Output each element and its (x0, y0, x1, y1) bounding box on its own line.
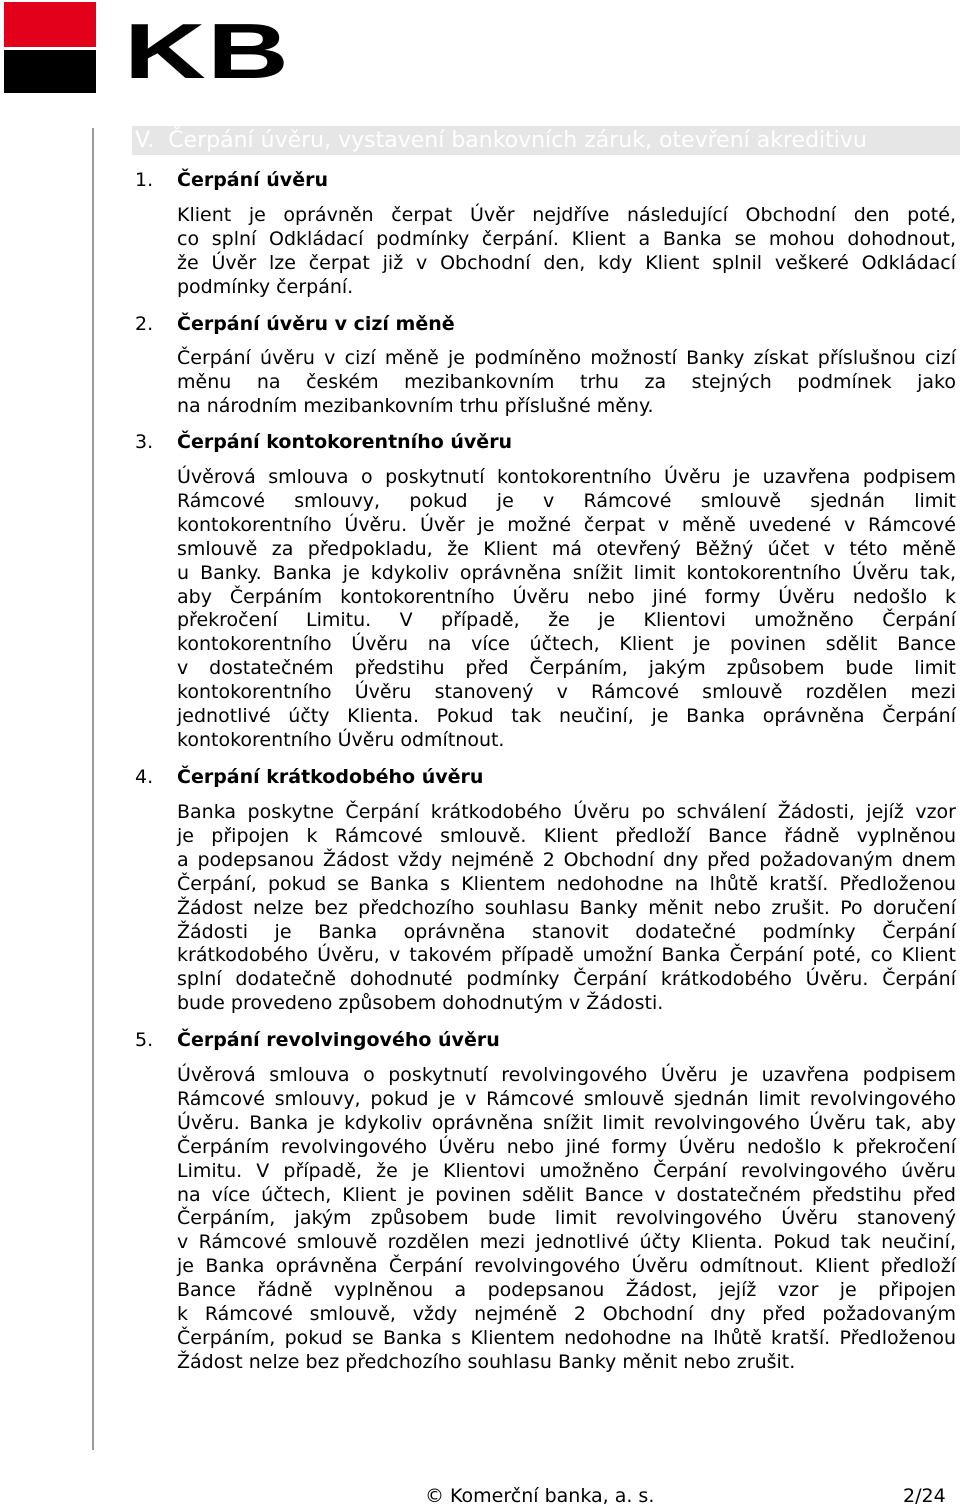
paragraph-line: jednotlivé účty Klienta. Pokud tak neučiní, je Banka oprávněna Čerpání (177, 705, 956, 728)
item-paragraph (177, 204, 956, 300)
item-number: 2. (135, 313, 154, 335)
paragraph-line: Banka poskytne Čerpání krátkodobého Úvěru po schválení Žádosti, jejíž vzor (177, 801, 956, 823)
paragraph-line: kontokorentního Úvěru stanovený v Rámcové smlouvě rozdělen mezi (177, 681, 956, 704)
paragraph-line: Rámcové smlouvy, pokud je v Rámcové smlouvě sjednán limit (177, 489, 956, 512)
paragraph-line: že Úvěr lze čerpat již v Obchodní den, kdy Klient splnil veškeré Odkládací (177, 251, 956, 274)
section-title: V. Čerpání úvěru, vystavení bankovních záruk, otevření akreditivu (135, 128, 867, 153)
section-header (132, 126, 960, 155)
paragraph-line: Úvěru. Banka je kdykoliv oprávněna snížit limit revolvingového Úvěru tak, aby (177, 1111, 956, 1134)
item-heading: Čerpání revolvingového úvěru (177, 1029, 500, 1051)
paragraph-line: v Rámcové smlouvě rozdělen mezi jednotlivé účty Klienta. Pokud tak neučiní, (177, 1231, 956, 1254)
paragraph-line: splní dodatečně dohodnuté podmínky Čerpání krátkodobého Úvěru. Čerpání (177, 968, 956, 991)
item-paragraph (177, 1064, 956, 1375)
paragraph-line: Klient je oprávněn čerpat Úvěr nejdříve následující Obchodní den poté, (177, 204, 956, 226)
item-number: 1. (135, 169, 154, 191)
paragraph-line: Čerpáním revolvingového Úvěru nebo jiné formy Úvěru nedošlo k překročení (177, 1135, 956, 1158)
paragraph-line: a podepsanou Žádost vždy nejméně 2 Obchodní dny před požadovaným dnem (177, 848, 956, 871)
item-heading: Čerpání úvěru v cizí měně (177, 313, 455, 335)
paragraph-line: podmínky čerpání. (177, 275, 354, 298)
item-paragraph (177, 466, 956, 753)
paragraph-line: kontokorentního Úvěru na více účtech, Klient je povinen sdělit Bance (177, 633, 956, 656)
paragraph-line: u Banky. Banka je kdykoliv oprávněna snížit limit kontokorentního Úvěru tak, (177, 561, 956, 584)
paragraph-line: Čerpání úvěru v cizí měně je podmíněno možností Banky získat příslušnou cizí (177, 347, 956, 369)
paragraph-line: Žádost nelze bez předchozího souhlasu Banky měnit nebo zrušit. (177, 1350, 796, 1373)
kb-logo-text: KB (124, 7, 291, 95)
paragraph-line: krátkodobého Úvěru, v takovém případě umožní Banka Čerpání poté, co Klient (177, 944, 956, 967)
paragraph-line: kontokorentního Úvěru odmítnout. (177, 728, 505, 751)
paragraph-line: Rámcové smlouvy, pokud je v Rámcové smlouvě sjednán limit revolvingového (177, 1087, 956, 1110)
paragraph-line: na více účtech, Klient je povinen sdělit Bance v dostatečném předstihu před (177, 1183, 956, 1206)
item-paragraph (177, 801, 956, 1016)
item-heading: Čerpání úvěru (177, 169, 328, 191)
paragraph-line: překročení Limitu. V případě, že je Klientovi umožněno Čerpání (177, 609, 956, 632)
paragraph-line: kontokorentního Úvěru. Úvěr je možné čerpat v měně uvedené v Rámcové (177, 513, 956, 536)
paragraph-line: Žádost nelze bez předchozího souhlasu Banky měnit nebo zrušit. Po doručení (177, 896, 956, 919)
paragraph-line: měnu na českém mezibankovním trhu za stejných podmínek jako (177, 370, 956, 393)
paragraph-line: je připojen k Rámcové smlouvě. Klient předloží Bance řádně vyplněnou (177, 824, 956, 847)
item-number: 3. (135, 431, 154, 453)
item-number: 4. (135, 766, 154, 788)
paragraph-line: Čerpáním, pokud se Banka s Klientem nedohodne na lhůtě kratší. Předloženou (177, 1326, 956, 1349)
paragraph-line: Limitu. V případě, že je Klientovi umožněno Čerpání revolvingového úvěru (177, 1159, 956, 1182)
paragraph-line: Bance řádně vyplněnou a podepsanou Žádost, jejíž vzor je připojen (177, 1279, 956, 1302)
paragraph-line: na národním mezibankovním trhu příslušné měny. (177, 394, 654, 417)
item-number: 5. (135, 1029, 154, 1051)
item-heading: Čerpání krátkodobého úvěru (177, 766, 484, 788)
paragraph-line: v dostatečném předstihu před Čerpáním, jakým způsobem bude limit (177, 657, 956, 680)
paragraph-line: Žádosti je Banka oprávněna stanovit dodatečné podmínky Čerpání (177, 920, 956, 943)
paragraph-line: je Banka oprávněna Čerpání revolvingového Úvěru odmítnout. Klient předloží (177, 1255, 956, 1278)
item-heading: Čerpání kontokorentního úvěru (177, 431, 513, 453)
paragraph-line: Úvěrová smlouva o poskytnutí revolvingového Úvěru je uzavřena podpisem (177, 1064, 956, 1086)
item-paragraph (177, 347, 956, 419)
paragraph-line: co splní Odkládací podmínky čerpání. Klient a Banka se mohou dohodnout, (177, 227, 956, 250)
paragraph-line: k Rámcové smlouvě, vždy nejméně 2 Obchodní dny před požadovaným (177, 1303, 956, 1326)
page-number: 2/24 (903, 1485, 946, 1507)
footer-copyright: © Komerční banka, a. s. (425, 1485, 655, 1507)
paragraph-line: bude provedeno způsobem dohodnutým v Žádosti. (177, 992, 664, 1015)
margin-rule (92, 128, 94, 1450)
paragraph-line: aby Čerpáním kontokorentního Úvěru nebo jiné formy Úvěru nedošlo k (177, 585, 956, 608)
paragraph-line: Čerpání, pokud se Banka s Klientem nedohodne na lhůtě kratší. Předloženou (177, 872, 956, 895)
kb-logo-mark (4, 2, 96, 93)
paragraph-line: Úvěrová smlouva o poskytnutí kontokorentního Úvěru je uzavřena podpisem (177, 466, 956, 488)
paragraph-line: Čerpáním, jakým způsobem bude limit revolvingového Úvěru stanovený (177, 1207, 956, 1230)
paragraph-line: smlouvě za předpokladu, že Klient má otevřený Běžný účet v této měně (177, 537, 956, 560)
